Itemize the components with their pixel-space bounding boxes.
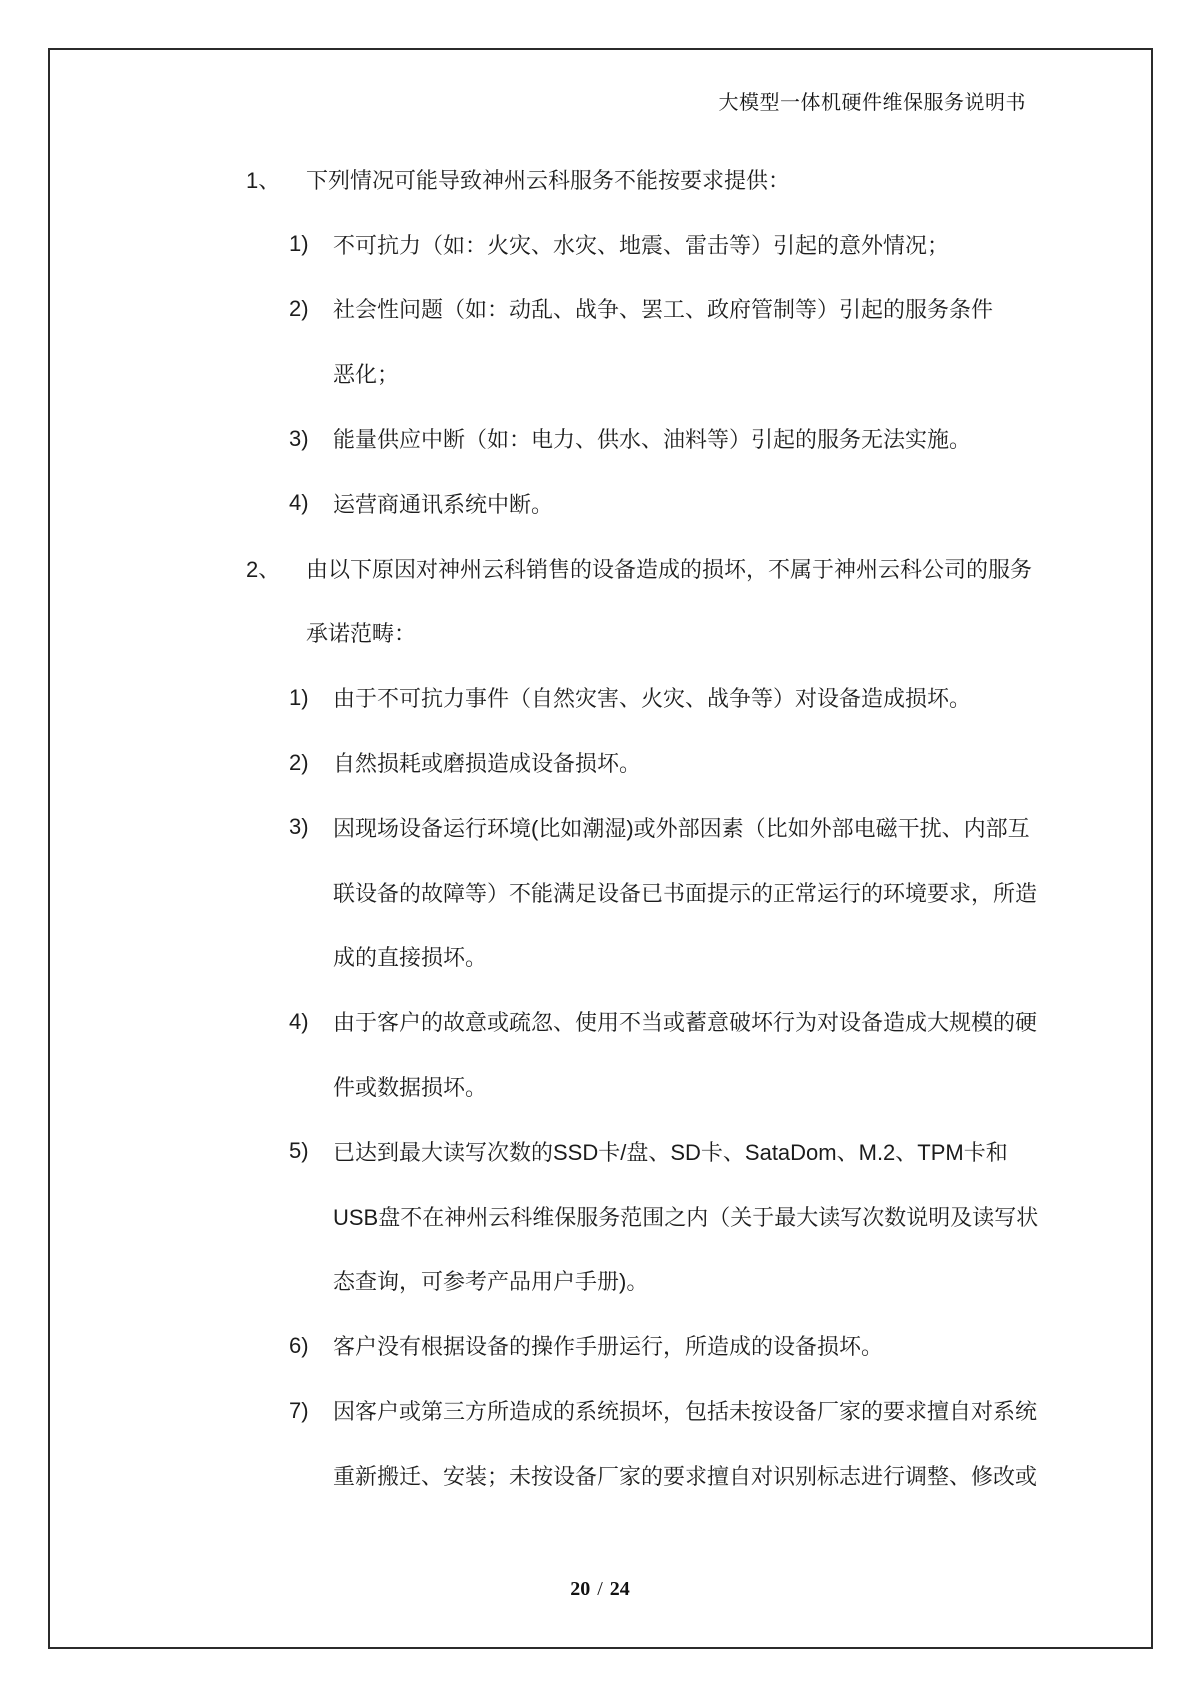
document-body bbox=[0, 147, 1200, 1508]
list-marker: 7) bbox=[289, 1397, 309, 1423]
list-item-text: 由以下原因对神州云科销售的设备造成的损坏，不属于神州云科公司的服务 bbox=[306, 556, 1033, 582]
list-marker: 6) bbox=[289, 1332, 309, 1358]
list-marker: 5) bbox=[289, 1138, 309, 1164]
list-marker: 3) bbox=[289, 814, 309, 840]
list-item-text: 态查询，可参考产品用户手册)。 bbox=[333, 1269, 649, 1295]
list-item-line bbox=[0, 730, 1200, 795]
list-item-line bbox=[0, 795, 1200, 860]
list-item-line bbox=[0, 860, 1200, 925]
list-item-line bbox=[0, 147, 1200, 212]
page-number bbox=[0, 1578, 1200, 1601]
list-item-line bbox=[0, 277, 1200, 342]
list-item-line bbox=[0, 406, 1200, 471]
list-item-text: 社会性问题（如：动乱、战争、罢工、政府管制等）引起的服务条件 bbox=[333, 297, 994, 323]
list-item-text: 自然损耗或磨损造成设备损坏。 bbox=[333, 751, 642, 777]
list-marker: 1) bbox=[289, 684, 309, 710]
list-item-line bbox=[0, 925, 1200, 990]
list-item-line bbox=[0, 471, 1200, 536]
list-item-line bbox=[0, 1313, 1200, 1378]
list-marker: 2) bbox=[289, 295, 309, 321]
list-item-text: 重新搬迁、安装；未按设备厂家的要求擅自对识别标志进行调整、修改或 bbox=[333, 1463, 1038, 1489]
page-number-separator: / bbox=[597, 1578, 603, 1600]
list-item-text: 成的直接损坏。 bbox=[333, 945, 488, 971]
list-item-line bbox=[0, 536, 1200, 601]
list-item-text: USB盘不在神州云科维保服务范围之内（关于最大读写次数说明及读写状 bbox=[333, 1204, 1039, 1230]
list-marker: 1、 bbox=[246, 167, 281, 193]
list-marker: 2) bbox=[289, 749, 309, 775]
list-item-text: 由于不可抗力事件（自然灾害、火灾、战争等）对设备造成损坏。 bbox=[333, 686, 972, 712]
list-item-line bbox=[0, 1378, 1200, 1443]
list-item-line bbox=[0, 1443, 1200, 1508]
list-item-text: 由于客户的故意或疏忽、使用不当或蓄意破坏行为对设备造成大规模的硬 bbox=[333, 1010, 1038, 1036]
list-marker: 4) bbox=[289, 490, 309, 516]
list-item-text: 不可抗力（如：火灾、水灾、地震、雷击等）引起的意外情况； bbox=[333, 232, 950, 258]
list-item-text: 已达到最大读写次数的SSD卡/盘、SD卡、SataDom、M.2、TPM卡和 bbox=[333, 1139, 1008, 1165]
page-number-total: 24 bbox=[609, 1578, 630, 1600]
page-number-current: 20 bbox=[570, 1578, 591, 1600]
list-item-line bbox=[0, 1249, 1200, 1314]
list-item-line bbox=[0, 665, 1200, 730]
list-item-line bbox=[0, 212, 1200, 277]
list-item-text: 运营商通讯系统中断。 bbox=[333, 491, 554, 517]
list-marker: 4) bbox=[289, 1008, 309, 1034]
list-item-text: 恶化； bbox=[333, 362, 400, 388]
list-item-text: 因客户或第三方所造成的系统损坏，包括未按设备厂家的要求擅自对系统 bbox=[333, 1399, 1038, 1425]
list-item-text: 下列情况可能导致神州云科服务不能按要求提供： bbox=[306, 167, 791, 193]
list-marker: 3) bbox=[289, 425, 309, 451]
document-header-title: 大模型一体机硬件维保服务说明书 bbox=[718, 92, 1026, 114]
list-item-text: 客户没有根据设备的操作手册运行，所造成的设备损坏。 bbox=[333, 1334, 884, 1360]
list-item-text: 能量供应中断（如：电力、供水、油料等）引起的服务无法实施。 bbox=[333, 427, 972, 453]
list-item-line bbox=[0, 341, 1200, 406]
list-item-text: 联设备的故障等）不能满足设备已书面提示的正常运行的环境要求，所造 bbox=[333, 880, 1038, 906]
list-item-line bbox=[0, 1184, 1200, 1249]
list-marker: 1) bbox=[289, 231, 309, 257]
list-item-line bbox=[0, 989, 1200, 1054]
list-item-text: 承诺范畴： bbox=[306, 621, 417, 647]
list-item-text: 件或数据损坏。 bbox=[333, 1075, 488, 1101]
list-item-line bbox=[0, 1119, 1200, 1184]
list-item-line bbox=[0, 601, 1200, 666]
list-marker: 2、 bbox=[246, 556, 281, 582]
list-item-text: 因现场设备运行环境(比如潮湿)或外部因素（比如外部电磁干扰、内部互 bbox=[333, 815, 1030, 841]
list-item-line bbox=[0, 1054, 1200, 1119]
